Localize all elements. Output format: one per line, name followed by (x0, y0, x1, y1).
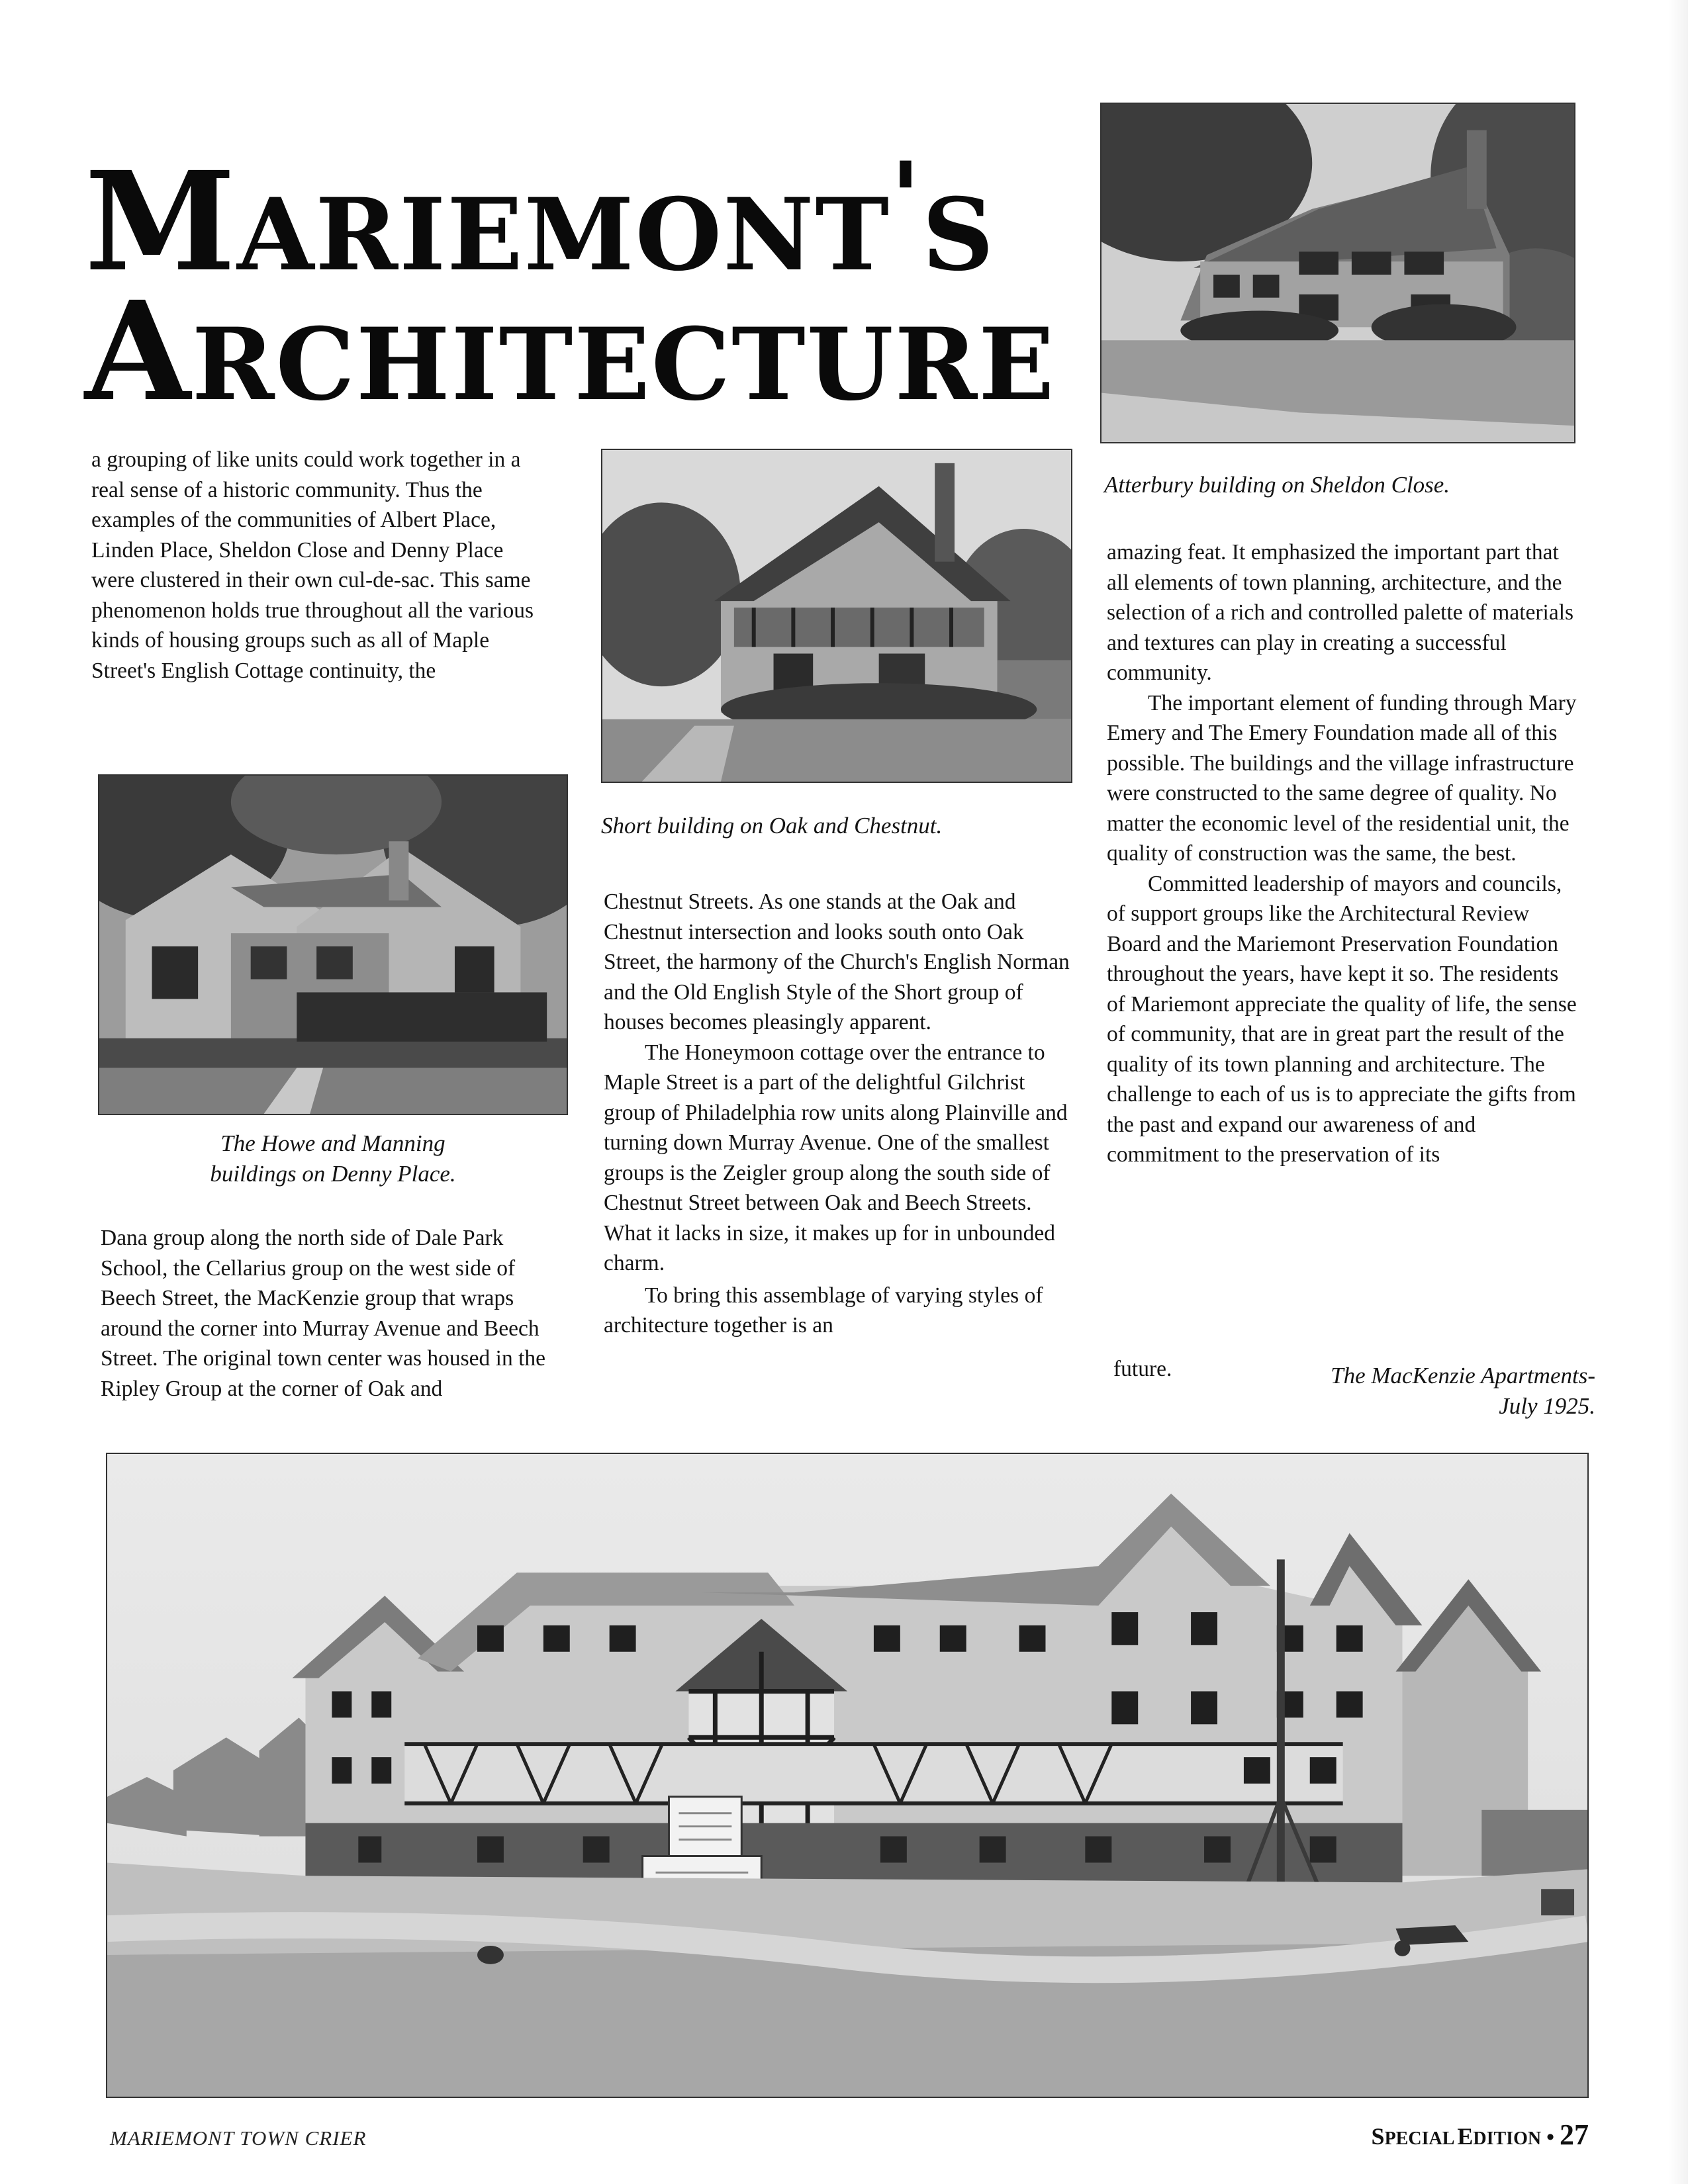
footer-bullet: • (1546, 2125, 1554, 2150)
column-3 (1107, 537, 1580, 1170)
caption-mackenzie-line-1: The MacKenzie Apartments- (1331, 1363, 1595, 1388)
caption-mackenzie-apartments (1185, 1361, 1595, 1422)
title-line-1 (85, 140, 1056, 302)
caption-atterbury: Atterbury building on Sheldon Close. (1104, 472, 1450, 498)
footer-special-edition (1297, 2118, 1589, 2152)
footer-e: E (1457, 2123, 1474, 2150)
last-word-future-text: future. (1113, 1357, 1172, 1381)
page-edge-shadow (1668, 0, 1688, 2184)
column-2-paragraph-3: To bring this assemblage of varying styles of architecture together is an (604, 1283, 1043, 1338)
title-initial-m: M (85, 142, 238, 302)
column-2-paragraph-2: The Honeymoon cottage over the entrance to Maple Street is a part of the delightful Gilchrist group of Philadelphia row units along Plainville and turning down Murray Avenue. One of the smallest groups is the Zeigler group along the south side of Chestnut Street between Oak and Beech Streets. What it lacks in size, it makes up for in unbounded charm. (604, 1040, 1068, 1275)
title-initial-a: A (85, 271, 192, 432)
footer-pecial: PECIAL (1384, 2128, 1455, 2149)
caption-howe-manning-line-2: buildings on Denny Place. (210, 1161, 456, 1187)
photo-mackenzie-apartments (106, 1453, 1589, 2098)
title-apostrophe: ' (890, 140, 922, 257)
column-3-paragraph-3: Committed leadership of mayors and councils, of support groups like the Architectural Review Board and the Mariemont Preservation Foundation throughout the years, have kept it so. The residents of Mariemont appreciate the quality of life, the sense of community, that are in great part the result of the quality of its town planning and architecture. The challenge to each of us is to appreciate the gifts from the past and expand our awareness of and commitment to the preservation of its (1107, 871, 1577, 1167)
caption-short-building: Short building on Oak and Chestnut. (601, 813, 943, 839)
last-word-future (1113, 1357, 1172, 1382)
photo-short-building (601, 449, 1072, 783)
caption-howe-manning (98, 1128, 568, 1189)
title-letter-s: S (921, 177, 996, 293)
title-word-ariemont: ARIEMONT (237, 177, 891, 293)
photo-atterbury-building (1100, 103, 1575, 443)
footer-s: S (1371, 2123, 1385, 2150)
column-1-paragraph-2: Dana group along the north side of Dale Park School, the Cellarius group on the west side of Beech Street, the MacKenzie group that wraps around the corner into Murray Avenue and Beech Street. The original town center was housed in the Ripley Group at the corner of Oak and (101, 1226, 545, 1401)
footer-publication-name: MARIEMONT TOWN CRIER (110, 2126, 367, 2150)
column-1-bottom (101, 1223, 557, 1404)
column-2 (604, 887, 1074, 1341)
title-line-2 (85, 271, 1056, 432)
column-3-paragraph-1: amazing feat. It emphasized the important part that all elements of town planning, architecture, and the selection of a rich and controlled palette of materials and textures can play in creating a successful community. (1107, 540, 1574, 685)
title-word-rchitecture: RCHITECTURE (191, 306, 1056, 423)
column-1-top (91, 445, 541, 686)
footer-dition: DITION (1473, 2128, 1542, 2149)
caption-howe-manning-line-1: The Howe and Manning (220, 1130, 445, 1156)
column-2-paragraph-1: Chestnut Streets. As one stands at the Oak and Chestnut intersection and looks south onto Oak Street, the harmony of the Church's English Norman and the Old English Style of the Short group of houses becomes pleasingly apparent. (604, 889, 1070, 1034)
photo-howe-manning-buildings (98, 774, 568, 1115)
column-3-paragraph-2: The important element of funding through Mary Emery and The Emery Foundation made all of this possible. The buildings and the village infrastructure were constructed to the same degree of quality. No matter the economic level of the residential unit, the quality of construction was the same, the best. (1107, 690, 1577, 866)
page-number: 27 (1560, 2118, 1589, 2151)
page-title (85, 140, 1056, 432)
column-1-paragraph-1: a grouping of like units could work together in a real sense of a historic community. Thus the examples of the communities of Albert Place, Linden Place, Sheldon Close and Denny Place were clustered in their own cul-de-sac. This same phenomenon holds true throughout all the various kinds of housing groups such as all of Maple Street's English Cottage continuity, the (91, 447, 534, 683)
caption-mackenzie-line-2: July 1925. (1499, 1393, 1595, 1419)
